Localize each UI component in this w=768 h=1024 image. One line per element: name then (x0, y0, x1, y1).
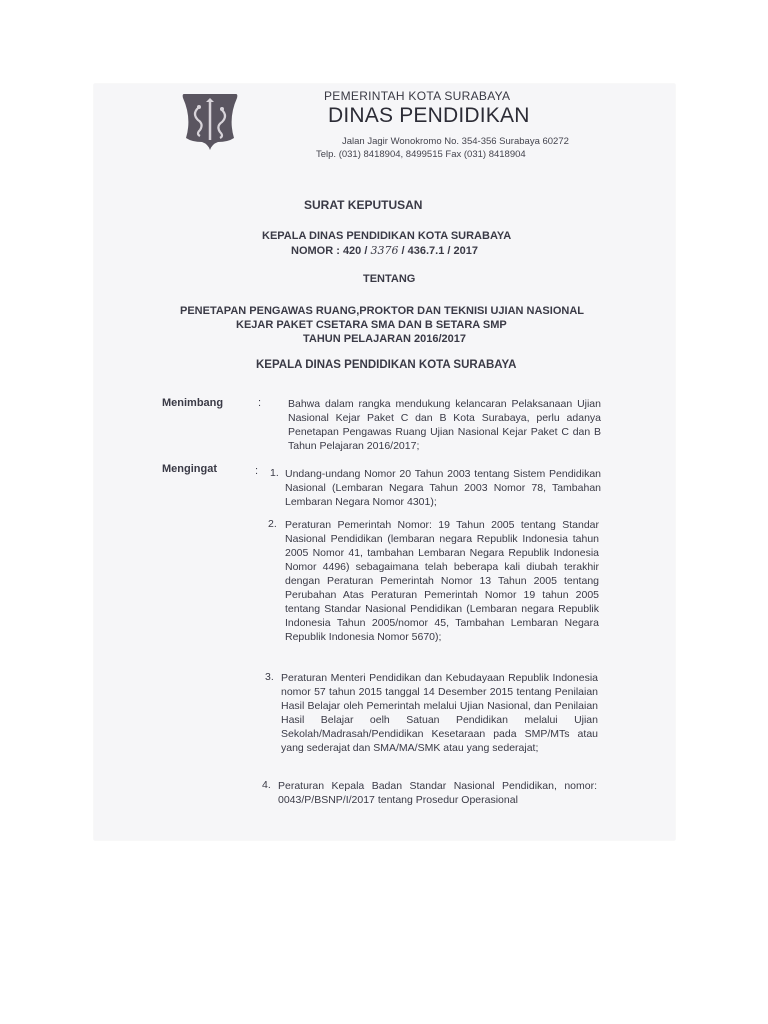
menimbang-colon: : (258, 397, 262, 409)
mengingat-label: Mengingat (162, 463, 217, 475)
document-number (291, 244, 478, 257)
document-title: SURAT KEPUTUSAN (304, 198, 423, 212)
document-number-suffix: / 436.7.1 / 2017 (401, 245, 478, 257)
mengingat-item-3-text: Peraturan Menteri Pendidikan dan Kebudayaan Republik Indonesia nomor 57 tahun 2015 tanggal 14 Desember 2015 tentang Penilaian Hasil Belajar oleh Pemerintah melalui Ujian Nasional, dan Penilaian Hasil Belajar oelh Satuan Pendidikan melalui Ujian Sekolah/Madrasah/Pendidikan Kesetaraan pada SMP/MTs atau yang sederajat dan SMA/MA/SMK atau yang sederajat; (281, 672, 598, 754)
mengingat-item-4-number: 4. (262, 779, 271, 791)
letterhead-phone: Telp. (031) 8418904, 8499515 Fax (031) 8418904 (316, 149, 526, 160)
subject-line-3: TAHUN PELAJARAN 2016/2017 (303, 333, 467, 345)
mengingat-item-2-text: Peraturan Pemerintah Nomor: 19 Tahun 2005 tentang Standar Nasional Pendidikan (lembaran negara Republik Indonesia tahun 2005 Nomor 41, tambahan Lembaran Negara Republik Indonesia Nomor 4496) sebagaimana telah beberapa kali diubah terakhir dengan Peraturan Pemerintah Nomor 13 Tahun 2005 tentang Perubahan Atas Peraturan Pemerintah Nomor 19 tahun 2005 tentang Standar Nasional Pendidikan (Lembaran negara Republik Indonesia Tahun 2005/nomor 45, Tambahan Lembaran Negara Republik Indonesia Nomor 5670); (285, 519, 599, 643)
document-number-handwritten: 3376 (370, 244, 399, 257)
menimbang-label: Menimbang (162, 397, 224, 409)
mengingat-item-1-number: 1. (270, 467, 279, 479)
tentang-heading: TENTANG (363, 273, 416, 285)
document-number-prefix: NOMOR : 420 / (291, 245, 368, 257)
mengingat-colon: : (255, 465, 259, 477)
letterhead-government: PEMERINTAH KOTA SURABAYA (324, 89, 511, 103)
letterhead-address: Jalan Jagir Wonokromo No. 354-356 Surabaya 60272 (342, 136, 569, 147)
mengingat-item-3-number: 3. (265, 671, 274, 683)
scanned-document-page (94, 84, 675, 840)
subject-line-1: PENETAPAN PENGAWAS RUANG,PROKTOR DAN TEKNISI UJIAN NASIONAL (180, 305, 584, 317)
mengingat-item-2-number: 2. (268, 518, 277, 530)
surabaya-crest-icon (178, 88, 242, 152)
menimbang-text: Bahwa dalam rangka mendukung kelancaran Pelaksanaan Ujian Nasional Kejar Paket C dan B Kota Surabaya, perlu adanya Penetapan Pengawas Ruang Ujian Nasional Kejar Paket C dan B Tahun Pelajaran 2016/2017; (288, 398, 601, 452)
letterhead-agency: DINAS PENDIDIKAN (328, 104, 530, 127)
subject-line-2: KEJAR PAKET CSETARA SMA DAN B SETARA SMP (236, 319, 507, 331)
mengingat-item-4-text: Peraturan Kepala Badan Standar Nasional Pendidikan, nomor: 0043/P/BSNP/I/2017 tentang Prosedur Operasional (278, 780, 597, 806)
issuer-title: KEPALA DINAS PENDIDIKAN KOTA SURABAYA (262, 230, 512, 242)
mengingat-item-1-text: Undang-undang Nomor 20 Tahun 2003 tentang Sistem Pendidikan Nasional (Lembaran Negara Tahun 2003 Nomor 78, Tambahan Lembaran Negara Nomor 4301); (285, 468, 601, 508)
issuer-title-2: KEPALA DINAS PENDIDIKAN KOTA SURABAYA (256, 359, 517, 371)
